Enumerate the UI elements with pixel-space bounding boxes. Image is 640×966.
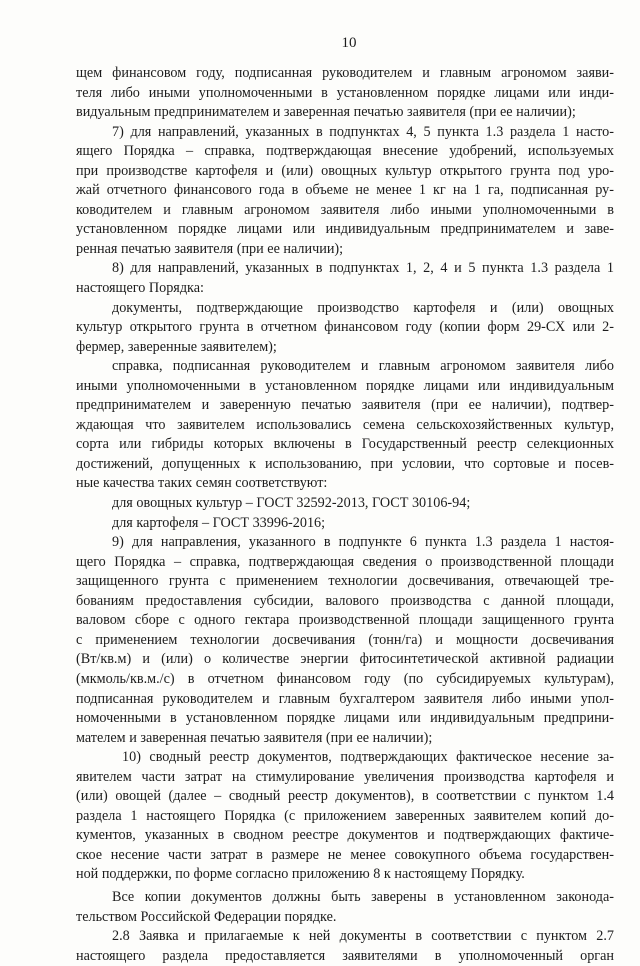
text-line: (Вт/кв.м) и (или) о количестве энергии фитосинтетической активной радиации <box>76 651 614 668</box>
text-line: сорта или гибриды которых включены в Государственный реестр селекционных <box>76 436 614 453</box>
text-line: культур открытого грунта в отчетном финансовом году (копии форм 29-СХ или 2- <box>76 319 614 336</box>
paragraph <box>76 514 614 534</box>
text-line: (мкмоль/кв.м./с) в отчетном финансовом году (по субсидируемых культурам), <box>76 670 614 687</box>
text-line: теля либо иными уполномоченными в установленном порядке лицами или инди- <box>76 84 614 101</box>
paragraph <box>76 748 614 885</box>
text-line: при производстве картофеля и (или) овощных культур открытого грунта под уро- <box>76 162 614 179</box>
page-number: 10 <box>341 35 357 51</box>
text-line: ждающая что заявителем использовались семена сельскохозяйственных культур, <box>76 416 614 433</box>
text-line: бованиям предоставления субсидии, валового производства с данной площади, <box>76 592 614 609</box>
text-line: номоченными в установленном порядке лицами или индивидуальным предприни- <box>76 710 614 727</box>
text-line: видуальным предпринимателем и заверенная печатью заявителя (при ее наличии); <box>76 104 576 121</box>
paragraph <box>76 123 614 260</box>
text-line: щем финансовом году, подписанная руководителем и главным агрономом заяви- <box>76 65 614 81</box>
text-line: тельством Российской Федерации порядке. <box>76 908 337 925</box>
body-text <box>76 64 614 966</box>
text-line: настоящего Порядка: <box>76 280 204 297</box>
text-line: фермер, заверенные заявителем); <box>76 338 277 355</box>
text-line: щего Порядка – справка, подтверждающая сведения о производственной площади <box>76 553 614 570</box>
text-line: раздела 1 настоящего Порядка (с приложением заверенных заявителем копий до- <box>76 807 614 824</box>
text-line: для картофеля – ГОСТ 33996-2016; <box>112 514 326 531</box>
text-line: документы, подтверждающие производство картофеля и (или) овощных <box>112 299 614 316</box>
text-line: ной поддержки, по форме согласно приложению 8 к настоящему Порядку. <box>76 866 525 883</box>
text-line: ское несение части затрат в размере не менее совокупного объема государствен- <box>76 846 614 863</box>
text-line: кументов, указанных в сводном реестре документов и подтверждающих фактиче- <box>76 827 614 844</box>
text-line: установленном порядке лицами или индивидуальным предпринимателем и заве- <box>76 221 614 238</box>
text-line: 8) для направлений, указанных в подпунктах 1, 2, 4 и 5 пункта 1.3 раздела 1 <box>112 260 614 277</box>
paragraph <box>76 64 614 123</box>
text-line: для овощных культур – ГОСТ 32592-2013, ГОСТ 30106-94; <box>112 495 471 512</box>
text-line: 9) для направления, указанного в подпункте 6 пункта 1.3 раздела 1 настоя- <box>112 534 614 551</box>
text-line: валовом сборе с одного гектара производственной площади защищенного грунта <box>76 612 614 629</box>
text-line: иными уполномоченными в установленном порядке лицами или индивидуальным <box>76 377 614 394</box>
paragraph <box>76 533 614 748</box>
text-line: 7) для направлений, указанных в подпунктах 4, 5 пункта 1.3 раздела 1 насто- <box>112 123 614 140</box>
text-line: с применением технологии досвечивания (тонн/га) и мощности досвечивания <box>76 631 614 648</box>
document-page <box>76 34 614 966</box>
paragraph <box>76 357 614 494</box>
text-line: (или) овощей (далее – сводный реестр документов), в соответствии с пунктом 1.4 <box>76 788 614 805</box>
text-line: защищенного грунта с применением технологии досвечивания, отвечающей тре- <box>76 573 614 590</box>
text-line: Все копии документов должны быть заверены в установленном законода- <box>112 888 614 905</box>
text-line: настоящего раздела предоставляется заявителями в уполномоченный орган <box>76 947 614 964</box>
paragraph <box>76 494 614 514</box>
text-line: подписанная руководителем и главным бухгалтером заявителя либо иными упол- <box>76 690 614 707</box>
paragraph <box>76 299 614 358</box>
text-line: ренная печатью заявителя (при ее наличии); <box>76 240 344 257</box>
text-line: 2.8 Заявка и прилагаемые к ней документы в соответствии с пунктом 2.7 <box>112 928 614 945</box>
paragraph <box>76 888 614 927</box>
paragraph <box>76 927 614 966</box>
text-line: ководителем и главным агрономом заявителя либо иными уполномоченными в <box>76 201 614 218</box>
paragraph <box>76 259 614 298</box>
text-line: явителем части затрат на стимулирование увеличения производства картофеля и <box>76 768 614 785</box>
text-line: предпринимателем и заверенную печатью заявителя (при ее наличии), подтвер- <box>76 397 614 414</box>
text-line: ящего Порядка – справка, подтверждающая внесение удобрений, используемых <box>76 143 614 160</box>
text-line: мателем и заверенная печатью заявителя (при ее наличии); <box>76 729 433 746</box>
text-line: жай отчетного финансового года в объеме не менее 1 кг на 1 га, подписанная ру- <box>76 182 614 199</box>
text-line: справка, подписанная руководителем и главным агрономом заявителя либо <box>112 358 614 375</box>
text-line: 10) сводный реестр документов, подтверждающих фактическое несение за- <box>122 749 614 766</box>
text-line: достижений, допущенных к использованию, при условии, что сортовые и посев- <box>76 455 614 472</box>
text-line: ные качества таких семян соответствуют: <box>76 475 328 492</box>
